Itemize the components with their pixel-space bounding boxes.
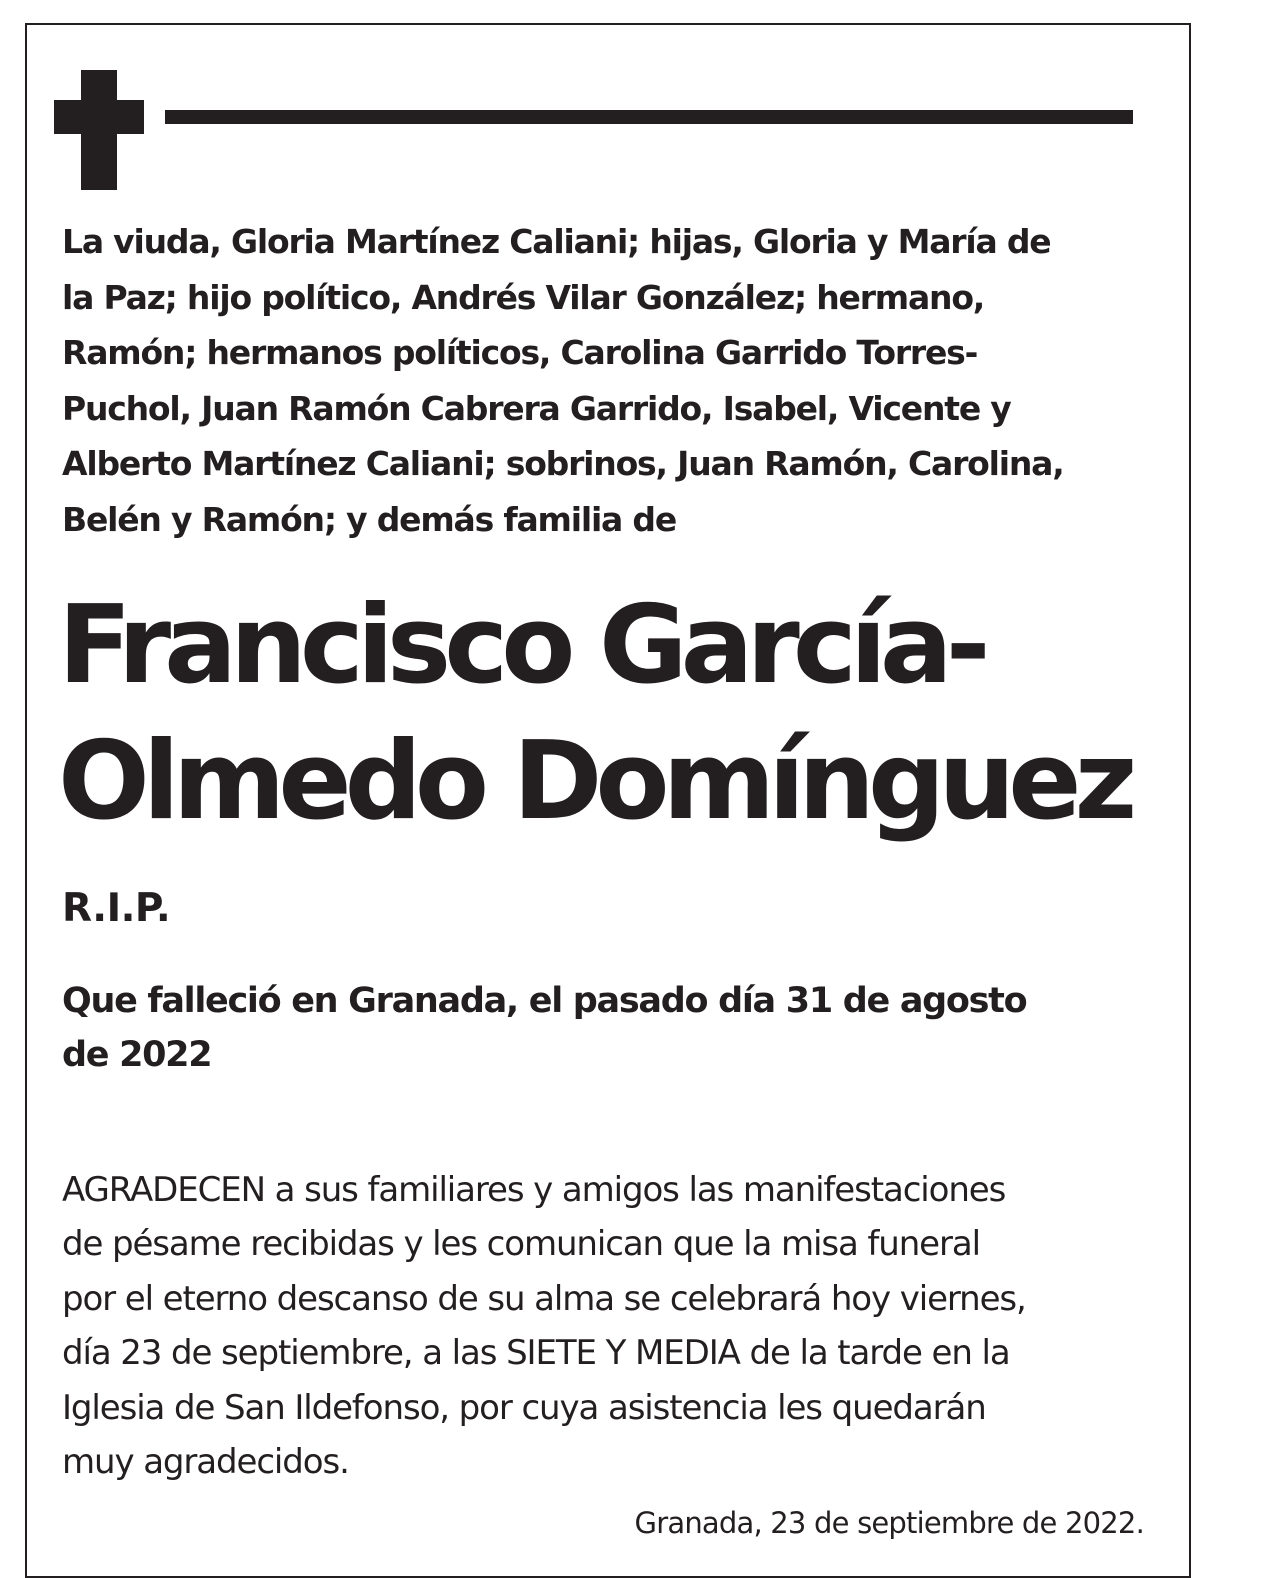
family-text bbox=[62, 214, 1172, 547]
family-line: Ramón; hermanos políticos, Carolina Garrido Torres- bbox=[62, 333, 978, 372]
cross-icon bbox=[54, 70, 144, 190]
thanks-line: muy agradecidos. bbox=[62, 1442, 349, 1483]
family-line: la Paz; hijo político, Andrés Vilar González; hermano, bbox=[62, 277, 985, 317]
thanks-line: por el eterno descanso de su alma se celebrará hoy viernes, bbox=[62, 1278, 1026, 1319]
death-statement bbox=[62, 974, 1172, 1082]
rip-label: R.I.P. bbox=[62, 886, 171, 931]
header-rule bbox=[165, 110, 1133, 124]
family-line: Alberto Martínez Caliani; sobrinos, Juan Ramón, Carolina, bbox=[62, 444, 1064, 483]
deceased-name bbox=[58, 578, 1188, 850]
thanks-line: de pésame recibidas y les comunican que la misa funeral bbox=[62, 1224, 980, 1265]
deceased-name-line: Francisco García- bbox=[58, 583, 984, 708]
family-line: La viuda, Gloria Martínez Caliani; hijas, Gloria y María de bbox=[62, 222, 1051, 261]
thanks-line: Iglesia de San Ildefonso, por cuya asistencia les quedarán bbox=[62, 1387, 986, 1428]
death-line: de 2022 bbox=[62, 1035, 212, 1075]
family-line: Puchol, Juan Ramón Cabrera Garrido, Isabel, Vicente y bbox=[62, 388, 1011, 428]
thanks-line: AGRADECEN a sus familiares y amigos las manifestaciones bbox=[62, 1170, 1006, 1210]
thanks-text bbox=[62, 1163, 1172, 1489]
signoff-place-date: Granada, 23 de septiembre de 2022. bbox=[634, 1506, 1144, 1540]
thanks-line: día 23 de septiembre, a las SIETE Y MEDIA de la tarde en la bbox=[62, 1333, 1010, 1374]
death-line: Que falleció en Granada, el pasado día 31 de agosto bbox=[62, 981, 1027, 1021]
deceased-name-line: Olmedo Domínguez bbox=[58, 719, 1131, 844]
family-line: Belén y Ramón; y demás familia de bbox=[62, 499, 677, 539]
